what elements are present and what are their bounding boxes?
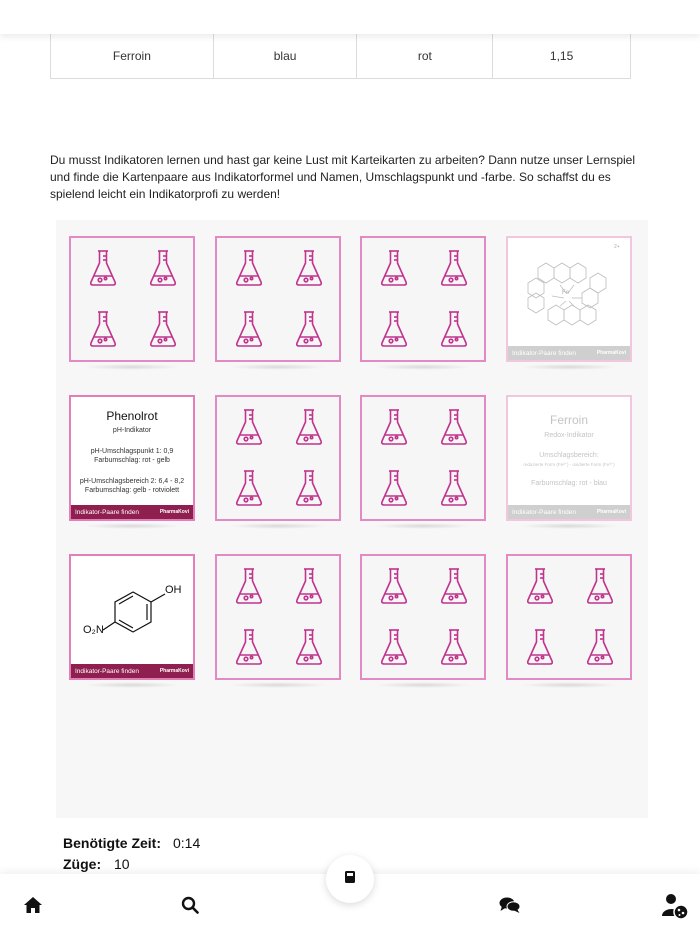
card-back[interactable] (215, 395, 341, 521)
flask-icon (234, 249, 264, 287)
brand-logo: PharmaKovi (159, 668, 189, 674)
flask-icon (379, 249, 409, 287)
brand-logo: PharmaKovi (596, 350, 626, 356)
home-icon[interactable] (22, 894, 44, 916)
table-cell-value: 1,15 (493, 19, 631, 79)
card-back[interactable] (360, 236, 486, 362)
card-line: Umschlagsbereich: (539, 452, 599, 459)
flask-icon (294, 408, 324, 446)
memory-game-board (56, 220, 648, 818)
flask-icon (525, 628, 555, 666)
flask-icon (585, 567, 615, 605)
flask-icon (379, 408, 409, 446)
flask-icon (234, 628, 264, 666)
card-subtitle: pH-Indikator (112, 427, 152, 434)
time-value: 0:14 (173, 835, 201, 851)
flask-icon (379, 310, 409, 348)
flask-icon (234, 408, 264, 446)
card-footer-label: Indikator-Paare finden (75, 667, 139, 675)
card-footer-label: Indikator-Paare finden (512, 508, 576, 516)
flask-icon (525, 567, 555, 605)
card-footer (508, 346, 630, 360)
card-line: reduzierte Form (Fe²⁺) - oxidierte Form (Fe³⁺) (523, 462, 615, 467)
charge-label: 2+ (614, 244, 620, 250)
card-footer (71, 505, 193, 519)
card-back[interactable] (215, 554, 341, 680)
flask-icon (439, 249, 469, 287)
flask-icon (294, 469, 324, 507)
chat-icon[interactable] (499, 894, 521, 916)
card-back[interactable] (506, 554, 632, 680)
book-button[interactable] (326, 855, 374, 903)
flask-icon (439, 310, 469, 348)
moves-value: 10 (114, 856, 130, 872)
flask-icon (379, 628, 409, 666)
card-line: pH-Umschlagspunkt 1: 0,9 (90, 448, 174, 455)
flask-icon (148, 310, 178, 348)
brand-logo: PharmaKovi (159, 509, 189, 515)
flask-icon (148, 249, 178, 287)
card-ferroin[interactable] (506, 395, 632, 521)
nitrophenol-structure-drawing (71, 556, 193, 664)
time-label: Benötigte Zeit: (63, 835, 161, 851)
card-nitrophenol-formula[interactable] (69, 554, 195, 680)
flask-icon (379, 567, 409, 605)
card-phenolrot[interactable] (69, 395, 195, 521)
flask-icon (294, 310, 324, 348)
fe-label: Fe (562, 290, 570, 296)
no2-label: O₂N (83, 624, 104, 636)
table-cell-name: Ferroin (51, 19, 214, 79)
card-footer-label: Indikator-Paare finden (512, 349, 576, 357)
card-subtitle: Redox-Indikator (544, 432, 594, 439)
card-footer (508, 505, 630, 519)
flask-icon (294, 567, 324, 605)
card-line: Farbumschlag: gelb - rotviolett (84, 487, 180, 494)
top-bar (0, 0, 700, 34)
moves-stat (63, 854, 200, 875)
card-line: Farbumschlag: rot - gelb (94, 457, 170, 464)
card-back[interactable] (215, 236, 341, 362)
flask-icon (439, 469, 469, 507)
flask-icon (88, 310, 118, 348)
card-footer-label: Indikator-Paare finden (75, 508, 139, 516)
card-line: Farbumschlag: rot - blau (531, 480, 607, 487)
oh-label: OH (165, 584, 182, 596)
flask-icon (439, 628, 469, 666)
flask-icon (379, 469, 409, 507)
card-title: Phenolrot (106, 409, 158, 423)
moves-label: Züge: (63, 856, 102, 872)
card-back[interactable] (360, 554, 486, 680)
flask-icon (294, 249, 324, 287)
card-line: pH-Umschlagsbereich 2: 6,4 - 8,2 (79, 478, 185, 485)
card-title: Ferroin (549, 413, 588, 427)
flask-icon (234, 310, 264, 348)
flask-icon (439, 567, 469, 605)
brand-logo: PharmaKovi (596, 509, 626, 515)
flask-icon (234, 469, 264, 507)
card-back[interactable] (360, 395, 486, 521)
card-footer (71, 664, 193, 678)
table-cell-color-b: rot (357, 19, 493, 79)
intro-paragraph: Du musst Indikatoren lernen und hast gar keine Lust mit Karteikarten zu arbeiten? Dann nutze unser Lernspiel und finde die Kartenpaare aus Indikatorformel und Namen, Umschlagspunkt und -farbe. So schaffst du es spielend leicht ein Indikatorprofi zu werden! (50, 153, 635, 201)
search-icon[interactable] (179, 894, 201, 916)
flask-icon (439, 408, 469, 446)
table-cell-color-a: blau (213, 19, 357, 79)
game-stats (63, 833, 200, 875)
time-stat (63, 833, 200, 854)
card-ferroin-formula[interactable] (506, 236, 632, 362)
user-cookie-icon[interactable] (660, 892, 690, 922)
card-back[interactable] (69, 236, 195, 362)
flask-icon (585, 628, 615, 666)
book-icon (344, 870, 356, 889)
flask-icon (294, 628, 324, 666)
flask-icon (234, 567, 264, 605)
flask-icon (88, 249, 118, 287)
